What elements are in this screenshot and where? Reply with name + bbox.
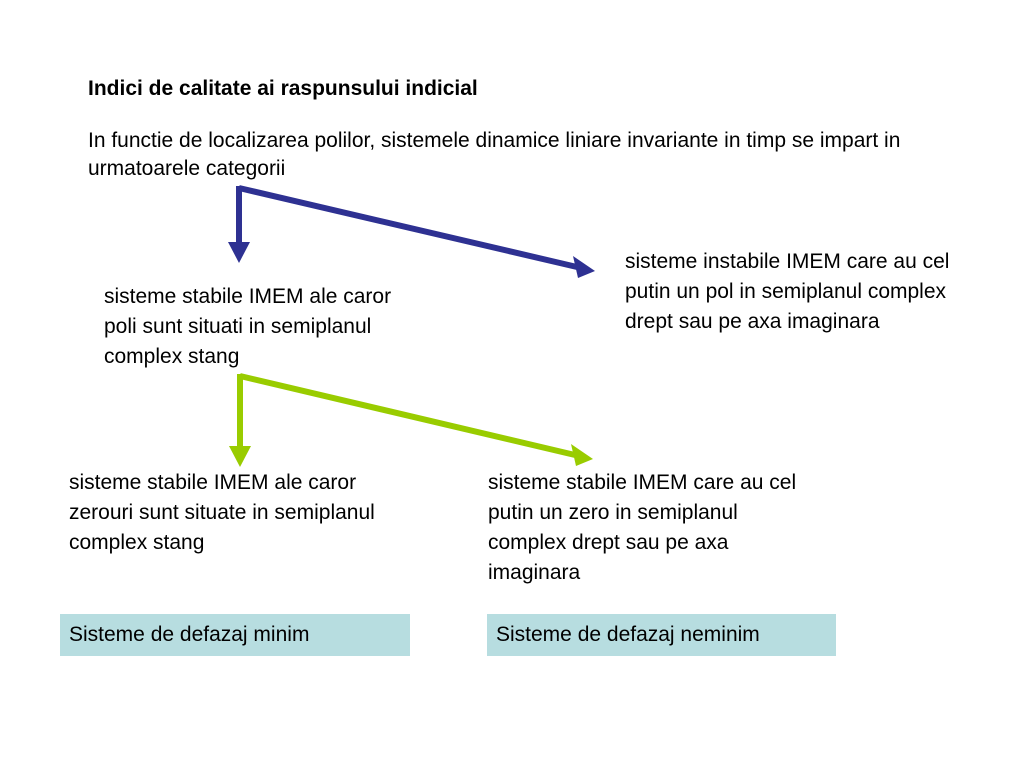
stable-poles-text: sisteme stabile IMEM ale caror poli sunt situati in semiplanul complex stang — [104, 285, 392, 368]
zeros-arrow-down-head — [229, 446, 251, 467]
poles-arrow-diagonal — [239, 188, 577, 267]
zeros-arrow-right-head — [571, 444, 593, 466]
zeros-arrow-group — [229, 374, 593, 467]
min-phase-box: Sisteme de defazaj minim — [60, 614, 410, 656]
stable-zeros-right-text: sisteme stabile IMEM care au cel putin un zero in semiplanul complex drept sau pe axa imaginara — [488, 471, 797, 584]
poles-arrow-group — [228, 186, 595, 278]
slide-title: Indici de calitate ai raspunsului indicial — [88, 77, 478, 100]
unstable-poles-text: sisteme instabile IMEM care au cel putin un pol in semiplanul complex drept sau pe axa imaginara — [625, 250, 950, 333]
nonmin-phase-box: Sisteme de defazaj neminim — [487, 614, 836, 656]
poles-arrow-down-head — [228, 242, 250, 263]
poles-arrow-right-head — [573, 256, 595, 278]
stable-zeros-left-text: sisteme stabile IMEM ale caror zerouri sunt situate in semiplanul complex stang — [69, 471, 375, 554]
zeros-arrow-diagonal — [240, 376, 575, 455]
intro-text: In functie de localizarea polilor, sistemele dinamice liniare invariante in timp se impart in urmatoarele categorii — [88, 129, 901, 180]
